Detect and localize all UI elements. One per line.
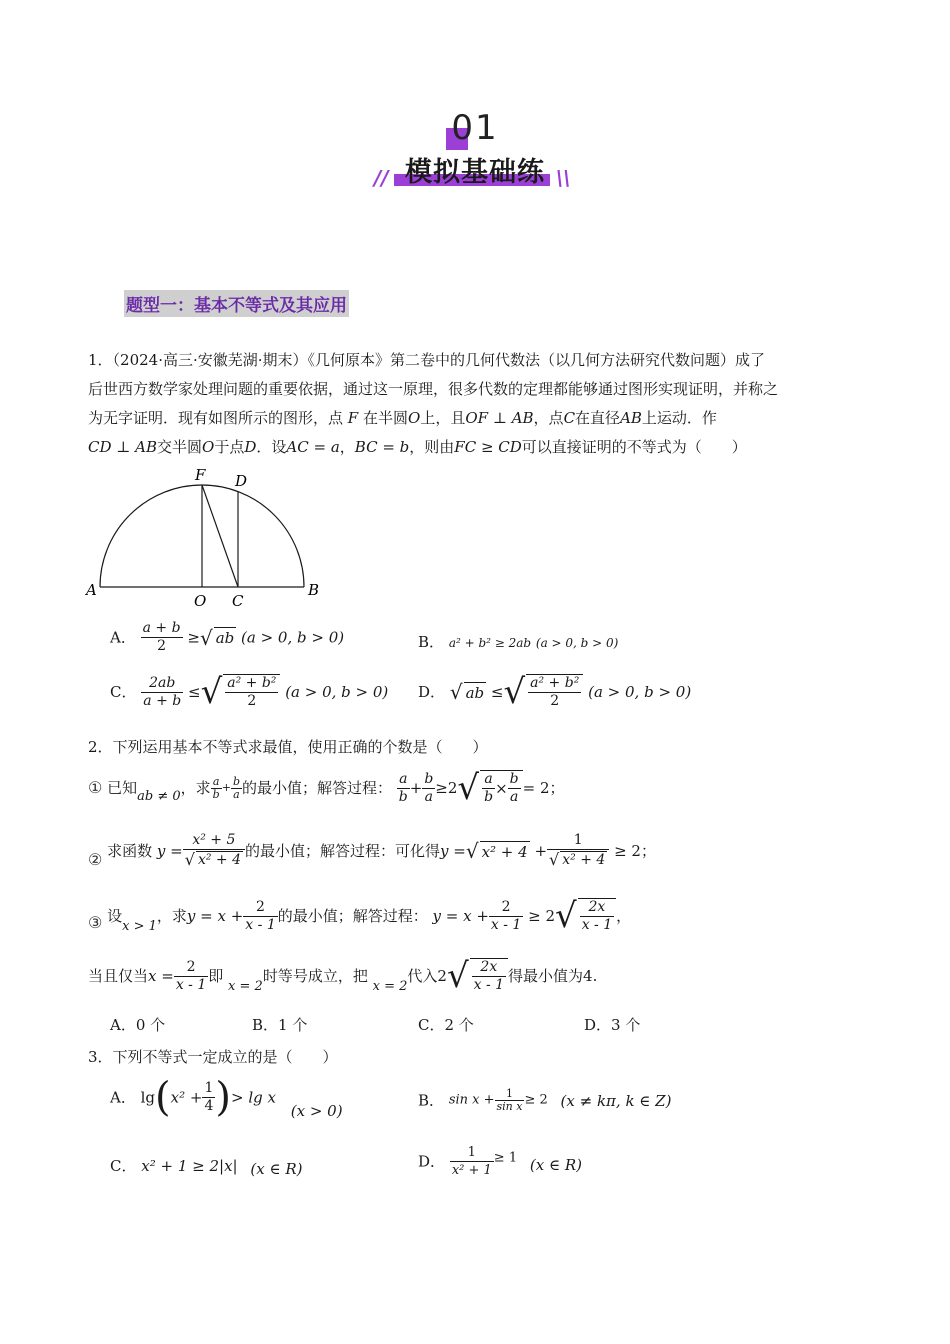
q1-symbol: AB [620, 409, 642, 427]
q2-option-b[interactable]: B．1 个 [252, 1016, 308, 1034]
q1-option-c[interactable]: C． $\frac{2ab}{a + b}$ ≤√ $\frac{\text{a² + b²}}{2}$ (a > 0, b > 0) [110, 672, 389, 712]
circled-number: ① [88, 778, 103, 797]
segment-fc [202, 485, 238, 587]
option-label: C． [110, 1157, 137, 1175]
q1-text: 交半圆 [157, 438, 203, 456]
q1-source: （2024·高三·安徽芜湖·期末） [112, 351, 308, 369]
fraction: $\frac{a + b}{2}$ [142, 620, 181, 654]
q1-text: 上运动．作 [641, 409, 717, 427]
q2-item-2: ② 求函数 y = $\frac{\text{x² + 5}}{\text{√ x² + 4}}$ 的最小值；解答过程：可化得y =√ x² + 4 + $\frac{1}{\text{√ x² + 4}}$ ≥ 2； [88, 832, 656, 869]
q1-symbol: CD ⊥ AB [88, 438, 158, 456]
q3-option-d[interactable]: D． $\frac{1}{\text{x² + 1}}$ ≥ 1 (x ∈ R) [418, 1145, 582, 1178]
q1-text: 可以直接证明的不等式为（ ） [521, 438, 747, 456]
q1-symbol: FC ≥ CD [454, 438, 522, 456]
q2-line-4: 当且仅当x = $\frac{2}{x - 1}$ 即 x = 2时等号成立，把 x = 2代入2√ $\frac{2x}{x - 1}$ 得最小值为4. [88, 956, 598, 996]
option-label: C． [110, 683, 137, 701]
q2-item-1: ① 已知ab ≠ 0，求 $\frac{a}{b}$ + $\frac{b}{a}$ 的最小值；解答过程： $\frac{a}{b}$ + $\frac{b}{a}$ ≥2√ $\frac{a}{b}$ × $\frac{b}{a}$ = 2； [88, 768, 565, 808]
label-a: A [86, 581, 97, 599]
q1-symbol: OF ⊥ AB [465, 409, 534, 427]
option-label: B． [418, 633, 445, 651]
q1-option-a[interactable]: A． $\frac{a + b}{2}$ ≥√ ab (a > 0, b > 0) [110, 620, 345, 654]
q1-text: 在半圆 [363, 409, 409, 427]
label-d: D [235, 472, 248, 490]
q1-symbol: BC = b [354, 438, 410, 456]
q1-line-2: 后世西方数学家处理问题的重要依据，通过这一原理，很多代数的定理都能够通过图形实现证明，并称之 [88, 380, 779, 398]
q1-text: 在直径 [575, 409, 621, 427]
q1-text: 于点 [214, 438, 245, 456]
q1-text: ， [339, 438, 355, 456]
option-label: D． [418, 1152, 446, 1171]
q1-option-b[interactable]: B． a² + b² ≥ 2ab (a > 0, b > 0) [418, 633, 619, 651]
q1-symbol: O [408, 409, 421, 427]
q1-text: ．设 [256, 438, 287, 456]
q3-stem: 3．下列不等式一定成立的是（ ） [88, 1048, 338, 1066]
q1-text: 为无字证明．现有如图所示的图形，点 [88, 409, 344, 427]
q3-option-a[interactable]: A． lg(x² + $\frac{1}{4}$ )> lg x (x > 0) [110, 1074, 343, 1121]
q3-option-b[interactable]: B． sin x + $\frac{1}{\text{sin x}}$ ≥ 2 (x ≠ kπ, k ∈ Z) [418, 1087, 672, 1113]
header-title: 模拟基础练 [405, 157, 545, 188]
q1-text: ，点 [533, 409, 564, 427]
q2-stem: 2．下列运用基本不等式求最值，使用正确的个数是（ ） [88, 738, 488, 756]
q2-option-c[interactable]: C．2 个 [418, 1016, 474, 1034]
q1-symbol: AC = a [286, 438, 340, 456]
circled-number: ② [88, 850, 103, 869]
q1-symbol: C [563, 409, 576, 427]
option-label: A． [110, 1088, 136, 1107]
radicand: ab [215, 629, 235, 647]
q2-option-a[interactable]: A．0 个 [110, 1016, 166, 1034]
q1-text: ，则由 [409, 438, 455, 456]
header-slash-right: \\ [556, 166, 571, 190]
q1-symbol: F [347, 409, 359, 427]
q3-number: 3． [88, 1048, 113, 1066]
header-slash-left: // [374, 166, 389, 190]
q1-option-d[interactable]: D． √ ab ≤√ $\frac{\text{a² + b²}}{2}$ (a > 0, b > 0) [418, 672, 692, 712]
q2-option-d[interactable]: D．3 个 [584, 1016, 641, 1034]
label-o: O [194, 592, 207, 610]
q1-symbol: D [244, 438, 257, 456]
header-number: 01 [451, 108, 499, 148]
fraction: $\frac{2ab}{a + b}$ [143, 674, 182, 709]
label-c: C [232, 592, 244, 610]
q1-line-3 [88, 408, 717, 428]
q1-line-1 [88, 350, 765, 370]
q1-text: 上，且 [420, 409, 466, 427]
option-label: A． [110, 628, 136, 647]
semicircle-figure [80, 462, 330, 612]
q3-option-c[interactable]: C． x² + 1 ≥ 2|x| (x ∈ R) [110, 1157, 303, 1178]
q2-item-3: ③ 设x > 1，求y = x + $\frac{2}{x - 1}$ 的最小值；解答过程： y = x + $\frac{2}{x - 1}$ ≥ 2√ $\frac{2x}{x - 1}$ ， [88, 896, 632, 936]
option-label: B． [418, 1091, 445, 1110]
option-label: D． [418, 683, 446, 701]
q1-number: 1． [88, 351, 113, 369]
section-label: 题型一：基本不等式及其应用 [124, 290, 349, 317]
label-f: F [195, 466, 206, 484]
q1-line-4 [88, 437, 747, 457]
q1-symbol: O [202, 438, 215, 456]
circled-number: ③ [88, 913, 103, 932]
q1-text: 《几何原本》第二卷中的几何代数法（以几何方法研究代数问题）成了 [307, 351, 766, 369]
label-b: B [308, 581, 320, 599]
q2-number: 2． [88, 738, 113, 756]
